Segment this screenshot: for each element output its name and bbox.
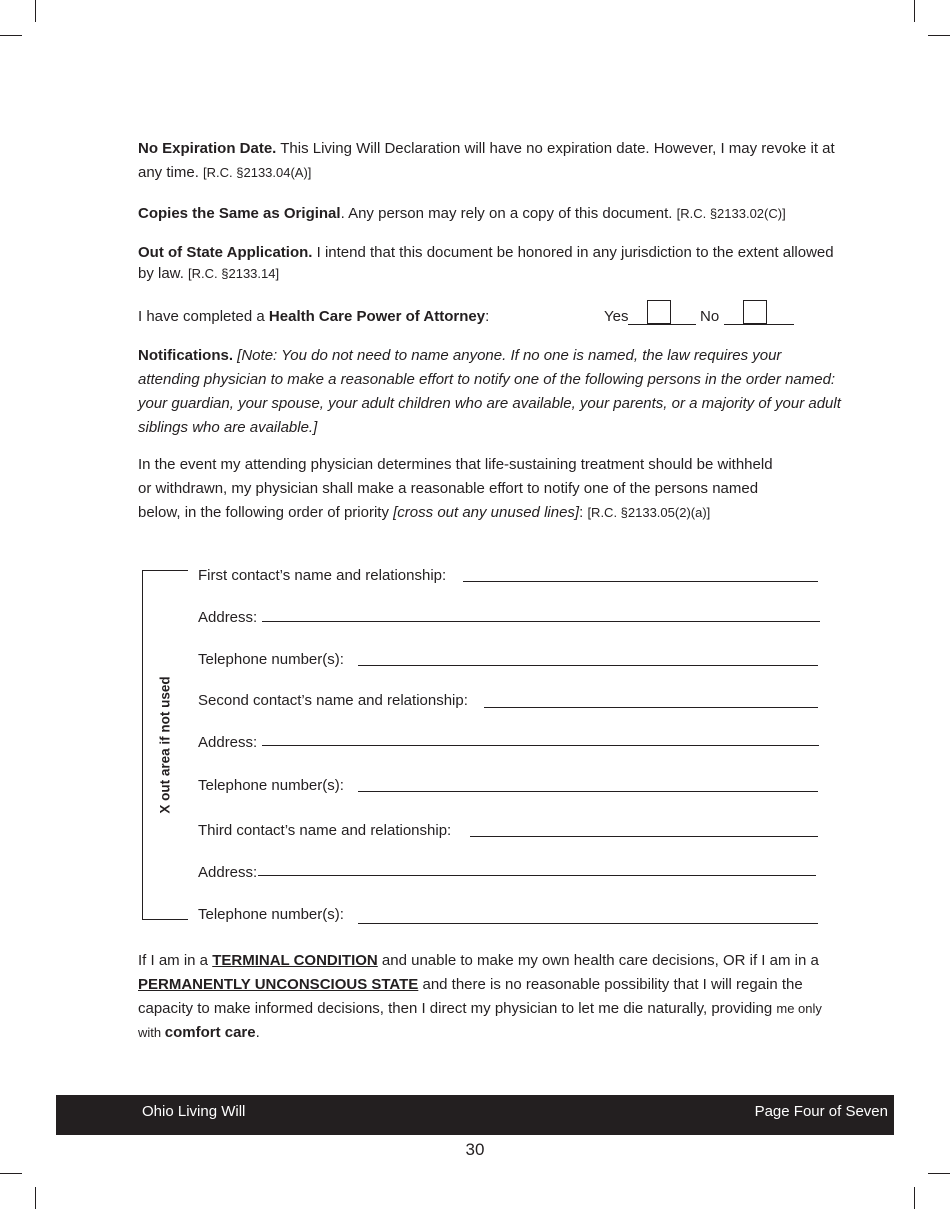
crop-mark (914, 0, 915, 22)
second-contact-phone-field[interactable] (358, 791, 818, 792)
expiration-cite: [R.C. §2133.04(A)] (203, 165, 312, 180)
third-contact-address-field[interactable] (258, 875, 816, 876)
copies-body: . Any person may rely on a copy of this document. (340, 205, 677, 222)
crop-mark (35, 0, 36, 22)
unconscious-state-term: PERMANENTLY UNCONSCIOUS STATE (138, 976, 419, 993)
second-contact-name-label: Second contact’s name and relationship: (198, 692, 468, 709)
event-text: In the event my attending physician determines that life-sustaining treatment should be withheld or withdrawn, my physician shall make a reasonable effort to notify one of the persons named below, in the following order of priority (138, 456, 773, 521)
first-contact-phone-label: Telephone number(s): (198, 651, 344, 668)
terminal-end: . (255, 1024, 260, 1041)
notifications-paragraph (138, 344, 843, 440)
out-of-state-cite: [R.C. §2133.14] (188, 266, 280, 281)
third-contact-phone-field[interactable] (358, 923, 818, 924)
terminal-small-text: me only with (138, 1001, 822, 1040)
first-contact-name-label: First contact’s name and relationship: (198, 567, 447, 584)
no-underline (724, 324, 794, 325)
terminal-paragraph (138, 949, 843, 1045)
first-contact-address-label: Address: (198, 609, 258, 626)
out-of-state-paragraph (138, 242, 843, 284)
footer-title: Ohio Living Will (142, 1103, 246, 1120)
copies-paragraph (138, 202, 843, 226)
page-number: 30 (465, 1140, 485, 1159)
hcpoa-suffix: : (485, 308, 490, 325)
expiration-heading: No Expiration Date. (138, 140, 277, 157)
event-colon: : (579, 504, 588, 521)
copies-cite: [R.C. §2133.02(C)] (676, 206, 786, 221)
comfort-care-term: comfort care (164, 1024, 256, 1041)
event-cite: [R.C. §2133.05(2)(a)] (587, 505, 711, 520)
copies-heading: Copies the Same as Original (138, 205, 341, 222)
second-contact-address-label: Address: (198, 734, 258, 751)
first-contact-name-field[interactable] (463, 581, 818, 582)
crop-mark (0, 35, 22, 36)
third-contact-phone-label: Telephone number(s): (198, 906, 344, 923)
hcpoa-prefix: I have completed a (138, 308, 269, 325)
terminal-condition-term: TERMINAL CONDITION (212, 952, 378, 969)
out-of-state-body: I intend that this document be honored in any jurisdiction to the extent allowed by law. (138, 244, 834, 282)
hcpoa-question (138, 305, 489, 329)
third-contact-name-label: Third contact’s name and relationship: (198, 822, 452, 839)
footer-page-label: Page Four of Seven (754, 1103, 888, 1120)
event-paragraph (138, 453, 788, 525)
notifications-note: [Note: You do not need to name anyone. If no one is named, the law requires your attending physician to make a reasonable effort to notify one of the following persons in the order named: your guardian, your spouse, your adult children who are available, your parents, or a majority of your adult siblings who are available.] (138, 347, 841, 436)
crop-mark (928, 35, 950, 36)
second-contact-phone-label: Telephone number(s): (198, 777, 344, 794)
yes-checkbox[interactable] (647, 300, 671, 324)
hcpoa-bold: Health Care Power of Attorney (268, 308, 486, 325)
x-out-area-label: X out area if not used (157, 676, 173, 814)
terminal-text-2: and unable to make my own health care decisions, OR if I am in a (377, 952, 819, 969)
footer-bar (56, 1095, 894, 1135)
expiration-paragraph (138, 137, 843, 185)
yes-underline (628, 324, 696, 325)
no-checkbox[interactable] (743, 300, 767, 324)
event-italic: [cross out any unused lines] (393, 504, 580, 521)
second-contact-name-field[interactable] (484, 707, 818, 708)
crop-mark (35, 1187, 36, 1209)
crop-mark (928, 1173, 950, 1174)
first-contact-phone-field[interactable] (358, 665, 818, 666)
crop-mark (914, 1187, 915, 1209)
out-of-state-heading: Out of State Application. (138, 244, 313, 261)
crop-mark (0, 1173, 22, 1174)
second-contact-address-field[interactable] (262, 745, 819, 746)
third-contact-address-label: Address: (198, 864, 258, 881)
first-contact-address-field[interactable] (262, 621, 820, 622)
terminal-text-3: and there is no reasonable possibility that I will regain the capacity to make informed decisions, then I direct my physician to let me die naturally, providing (138, 976, 803, 1017)
expiration-body: This Living Will Declaration will have no expiration date. However, I may revoke it at any time. (138, 140, 835, 181)
terminal-text-1: If I am in a (138, 952, 213, 969)
third-contact-name-field[interactable] (470, 836, 818, 837)
notifications-heading: Notifications. (138, 347, 234, 364)
yes-label: Yes (604, 308, 629, 325)
no-label: No (700, 308, 720, 325)
